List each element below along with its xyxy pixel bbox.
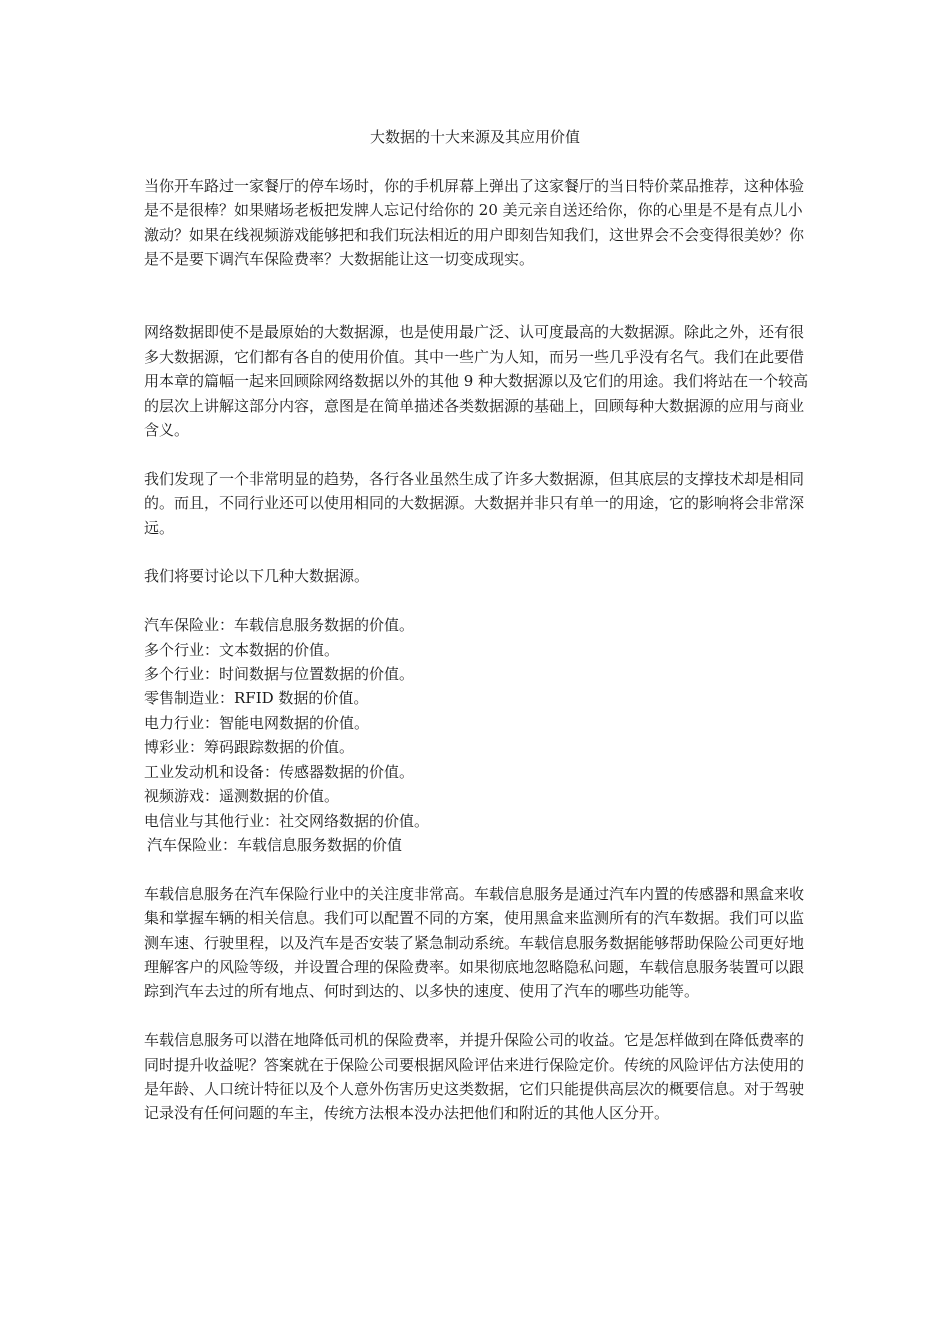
spacer xyxy=(144,540,814,564)
spacer xyxy=(144,442,814,466)
list-item: 多个行业：文本数据的价值。 xyxy=(144,640,340,659)
spacer xyxy=(144,1004,814,1028)
intro-paragraph: 当你开车路过一家餐厅的停车场时，你的手机屏幕上弹出了这家餐厅的当日特价菜品推荐，这种体验是不是很棒？如果赌场老板把发牌人忘记付给你的 20 美元亲自送还给你，你的心里是不是有点儿小激动？如果在线视频游戏能够把和我们玩法相近的用户即刻告知我们，这世界会不会变得很美妙？你是不是要下调汽车保险费率？大数据能让这一切变成现实。 xyxy=(144,177,805,269)
paragraph-insurance-rates: 车载信息服务可以潜在地降低司机的保险费率，并提升保险公司的收益。它是怎样做到在降低费率的同时提升收益呢？答案就在于保险公司要根据风险评估来进行保险定价。传统的风险评估方法使用的是年龄、人口统计特征以及个人意外伤害历史这类数据，它们只能提供高层次的概要信息。对于驾驶记录没有任何问题的车主，传统方法根本没办法把他们和附近的其他人区分开。 xyxy=(144,1031,805,1123)
list-item: 视频游戏：遥测数据的价值。 xyxy=(144,787,340,806)
list-item: 多个行业：时间数据与位置数据的价值。 xyxy=(144,665,415,684)
section-heading: 汽车保险业：车载信息服务数据的价值 xyxy=(147,835,403,854)
list-item: 零售制造业：RFID 数据的价值。 xyxy=(144,689,369,708)
data-source-list xyxy=(144,613,814,857)
paragraph-web-data: 网络数据即使不是最原始的大数据源，也是使用最广泛、认可度最高的大数据源。除此之外，还有很多大数据源，它们都有各自的使用价值。其中一些广为人知，而另一些几乎没有名气。我们在此要借用本章的篇幅一起来回顾除网络数据以外的其他 9 种大数据源以及它们的用途。我们将站在一个较高的层次上讲解这部分内容，意图是在简单描述各类数据源的基础上，回顾每种大数据源的应用与商业含义。 xyxy=(144,323,809,440)
paragraph-trend: 我们发现了一个非常明显的趋势，各行各业虽然生成了许多大数据源，但其底层的支撑技术却是相同的。而且，不同行业还可以使用相同的大数据源。大数据并非只有单一的用途，它的影响将会非常深远。 xyxy=(144,469,805,537)
spacer xyxy=(144,272,814,321)
list-item: 工业发动机和设备：传感器数据的价值。 xyxy=(144,762,415,781)
document-body xyxy=(144,174,814,1126)
list-item: 汽车保险业：车载信息服务数据的价值。 xyxy=(144,616,415,635)
document-title: 大数据的十大来源及其应用价值 xyxy=(369,128,580,146)
paragraph-list-intro: 我们将要讨论以下几种大数据源。 xyxy=(144,567,370,586)
list-item: 电力行业：智能电网数据的价值。 xyxy=(144,713,370,732)
paragraph-telematics: 车载信息服务在汽车保险行业中的关注度非常高。车载信息服务是通过汽车内置的传感器和黑盒来收集和掌握车辆的相关信息。我们可以配置不同的方案，使用黑盒来监测所有的汽车数据。我们可以监测车速、行驶里程，以及汽车是否安装了紧急制动系统。车载信息服务数据能够帮助保险公司更好地理解客户的风险等级，并设置合理的保险费率。如果彻底地忽略隐私问题，车载信息服务装置可以跟踪到汽车去过的所有地点、何时到达的、以多快的速度、使用了汽车的哪些功能等。 xyxy=(144,884,805,1001)
spacer xyxy=(144,857,814,881)
list-item: 电信业与其他行业：社交网络数据的价值。 xyxy=(144,811,430,830)
spacer xyxy=(144,589,814,613)
list-item: 博彩业：筹码跟踪数据的价值。 xyxy=(144,738,355,757)
